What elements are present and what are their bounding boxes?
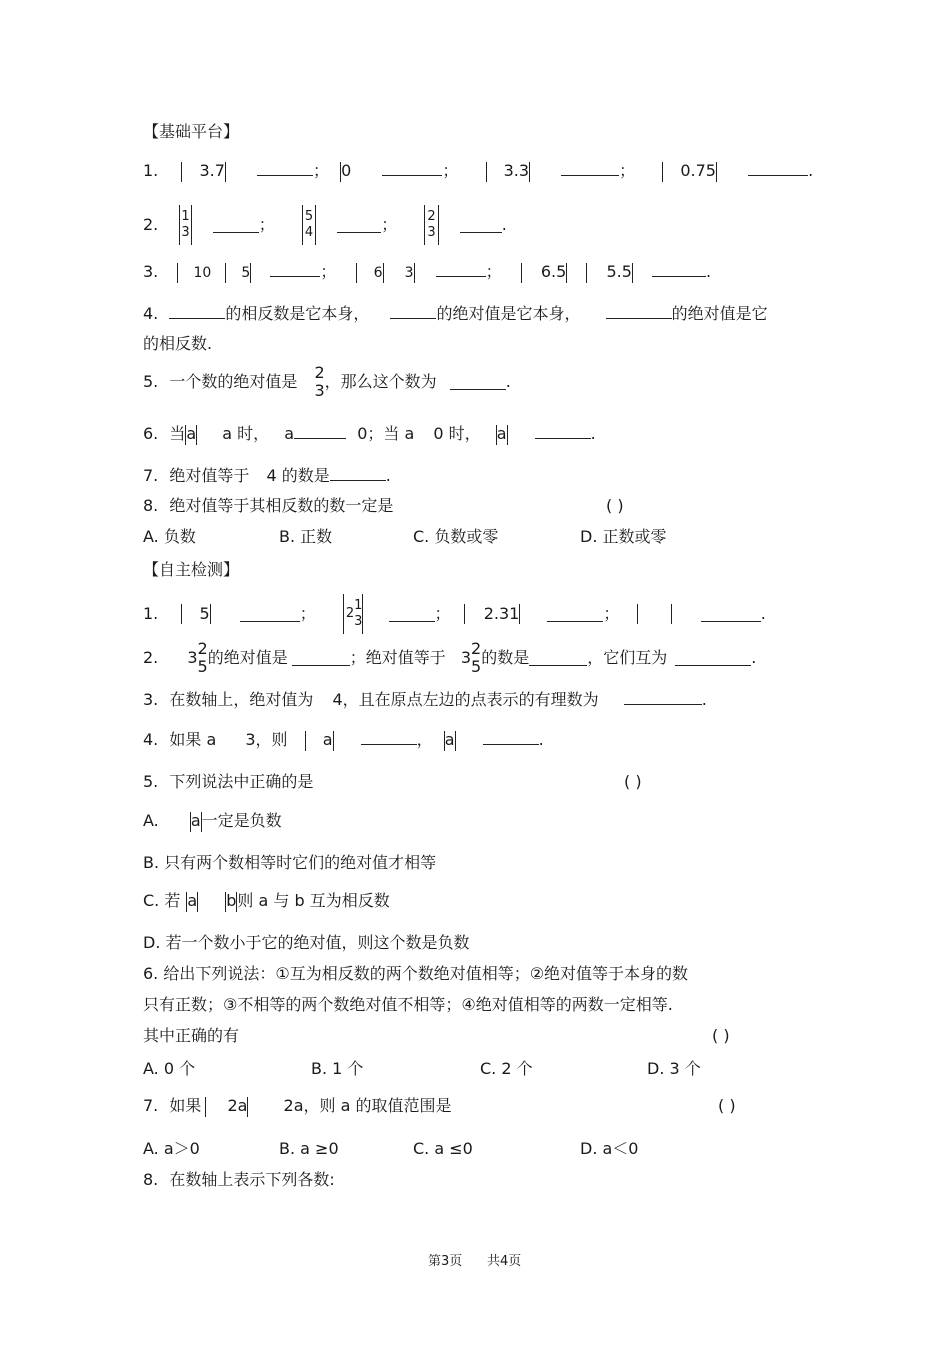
option-a[interactable]: A. 0 个 xyxy=(143,1059,196,1078)
basic-q4-cont: 的相反数. xyxy=(143,334,213,353)
section-title-basic: 【基础平台】 xyxy=(143,122,240,141)
answer-paren[interactable]: ( ) xyxy=(718,1096,736,1115)
answer-paren[interactable]: ( ) xyxy=(624,772,642,791)
option-c[interactable]: C. 负数或零 xyxy=(413,527,499,546)
option-c[interactable]: C. 2 个 xyxy=(480,1059,533,1078)
blank[interactable] xyxy=(652,262,706,277)
self-q6-line2: 只有正数；③不相等的两个数绝对值不相等；④绝对值相等的两数一定相等. xyxy=(143,995,673,1014)
blank[interactable] xyxy=(529,651,587,666)
blank[interactable] xyxy=(390,304,436,319)
self-q2: 2. 3 2 5 的绝对值是 ；绝对值等于 3 2 5 的数是 ，它们互为 . xyxy=(143,639,757,676)
option-a[interactable]: A. a＞0 xyxy=(143,1139,200,1158)
blank[interactable] xyxy=(240,607,300,622)
page-number: 第3页 xyxy=(428,1254,463,1269)
blank[interactable] xyxy=(701,607,761,622)
blank[interactable] xyxy=(389,607,435,622)
blank[interactable] xyxy=(292,651,350,666)
basic-q6: 6. 当a a 时， a 0；当 a 0 时， a . xyxy=(143,424,596,443)
basic-q1: 1. 3.7 ； 0 ； 3.3 ； 0.75 . xyxy=(143,161,814,180)
option-d[interactable]: D. 3 个 xyxy=(647,1059,701,1078)
option-a[interactable]: A. a一定是负数 xyxy=(143,811,282,830)
blank[interactable] xyxy=(361,730,417,745)
basic-q5: 5. 一个数的绝对值是 2 3 ，那么这个数为 . xyxy=(143,363,511,400)
blank[interactable] xyxy=(213,218,259,233)
blank[interactable] xyxy=(535,424,591,439)
self-q3: 3. 在数轴上，绝对值为 4，且在原点左边的点表示的有理数为 . xyxy=(143,690,707,709)
blank[interactable] xyxy=(624,690,702,705)
blank[interactable] xyxy=(483,730,539,745)
blank[interactable] xyxy=(257,161,313,176)
basic-q8: 8. 绝对值等于其相反数的数一定是 xyxy=(143,496,394,515)
blank[interactable] xyxy=(294,424,346,439)
basic-q7: 7. 绝对值等于 4 的数是 . xyxy=(143,466,391,485)
blank[interactable] xyxy=(460,218,502,233)
option-b[interactable]: B. 正数 xyxy=(279,527,333,546)
option-a[interactable]: A. 负数 xyxy=(143,527,196,546)
option-d[interactable]: D. 若一个数小于它的绝对值，则这个数是负数 xyxy=(143,933,470,952)
answer-paren[interactable]: ( ) xyxy=(712,1026,730,1045)
option-b[interactable]: B. a ≥0 xyxy=(279,1139,339,1158)
self-q8: 8. 在数轴上表示下列各数: xyxy=(143,1170,335,1189)
answer-paren[interactable]: ( ) xyxy=(606,496,624,515)
page-total: 共4页 xyxy=(487,1254,522,1269)
blank[interactable] xyxy=(169,304,225,319)
section-title-self: 【自主检测】 xyxy=(143,560,240,579)
option-c[interactable]: C. a ≤0 xyxy=(413,1139,473,1158)
self-q6-line3: 其中正确的有 xyxy=(143,1026,240,1045)
self-q5: 5. 下列说法中正确的是 xyxy=(143,772,314,791)
basic-q2: 2. 1 3 ； 5 4 ； 2 3 . xyxy=(143,205,507,245)
blank[interactable] xyxy=(436,262,486,277)
blank[interactable] xyxy=(748,161,808,176)
blank[interactable] xyxy=(450,375,506,390)
blank[interactable] xyxy=(270,262,320,277)
self-q7: 7. 如果 2a 2a，则 a 的取值范围是 xyxy=(143,1096,452,1115)
option-b[interactable]: B. 只有两个数相等时它们的绝对值才相等 xyxy=(143,853,437,872)
self-q6-line1: 6. 给出下列说法：①互为相反数的两个数绝对值相等；②绝对值等于本身的数 xyxy=(143,964,689,983)
option-c[interactable]: C. 若 a b则 a 与 b 互为相反数 xyxy=(143,891,390,910)
option-d[interactable]: D. a＜0 xyxy=(580,1139,639,1158)
blank[interactable] xyxy=(337,218,381,233)
blank[interactable] xyxy=(561,161,619,176)
blank[interactable] xyxy=(606,304,672,319)
blank[interactable] xyxy=(675,651,751,666)
blank[interactable] xyxy=(382,161,442,176)
self-q4: 4. 如果 a 3，则 a ， a . xyxy=(143,730,544,749)
blank[interactable] xyxy=(547,607,603,622)
option-d[interactable]: D. 正数或零 xyxy=(580,527,667,546)
option-b[interactable]: B. 1 个 xyxy=(311,1059,364,1078)
basic-q4: 4. 的相反数是它本身， 的绝对值是它本身， 的绝对值是它 xyxy=(143,304,768,323)
basic-q3: 3. 10 5 ； 6 3 ； 6.5 5.5 . xyxy=(143,262,712,281)
self-q1: 1. 5 ； 2 1 3 ； 2.31 ； . xyxy=(143,594,766,634)
blank[interactable] xyxy=(330,466,386,481)
